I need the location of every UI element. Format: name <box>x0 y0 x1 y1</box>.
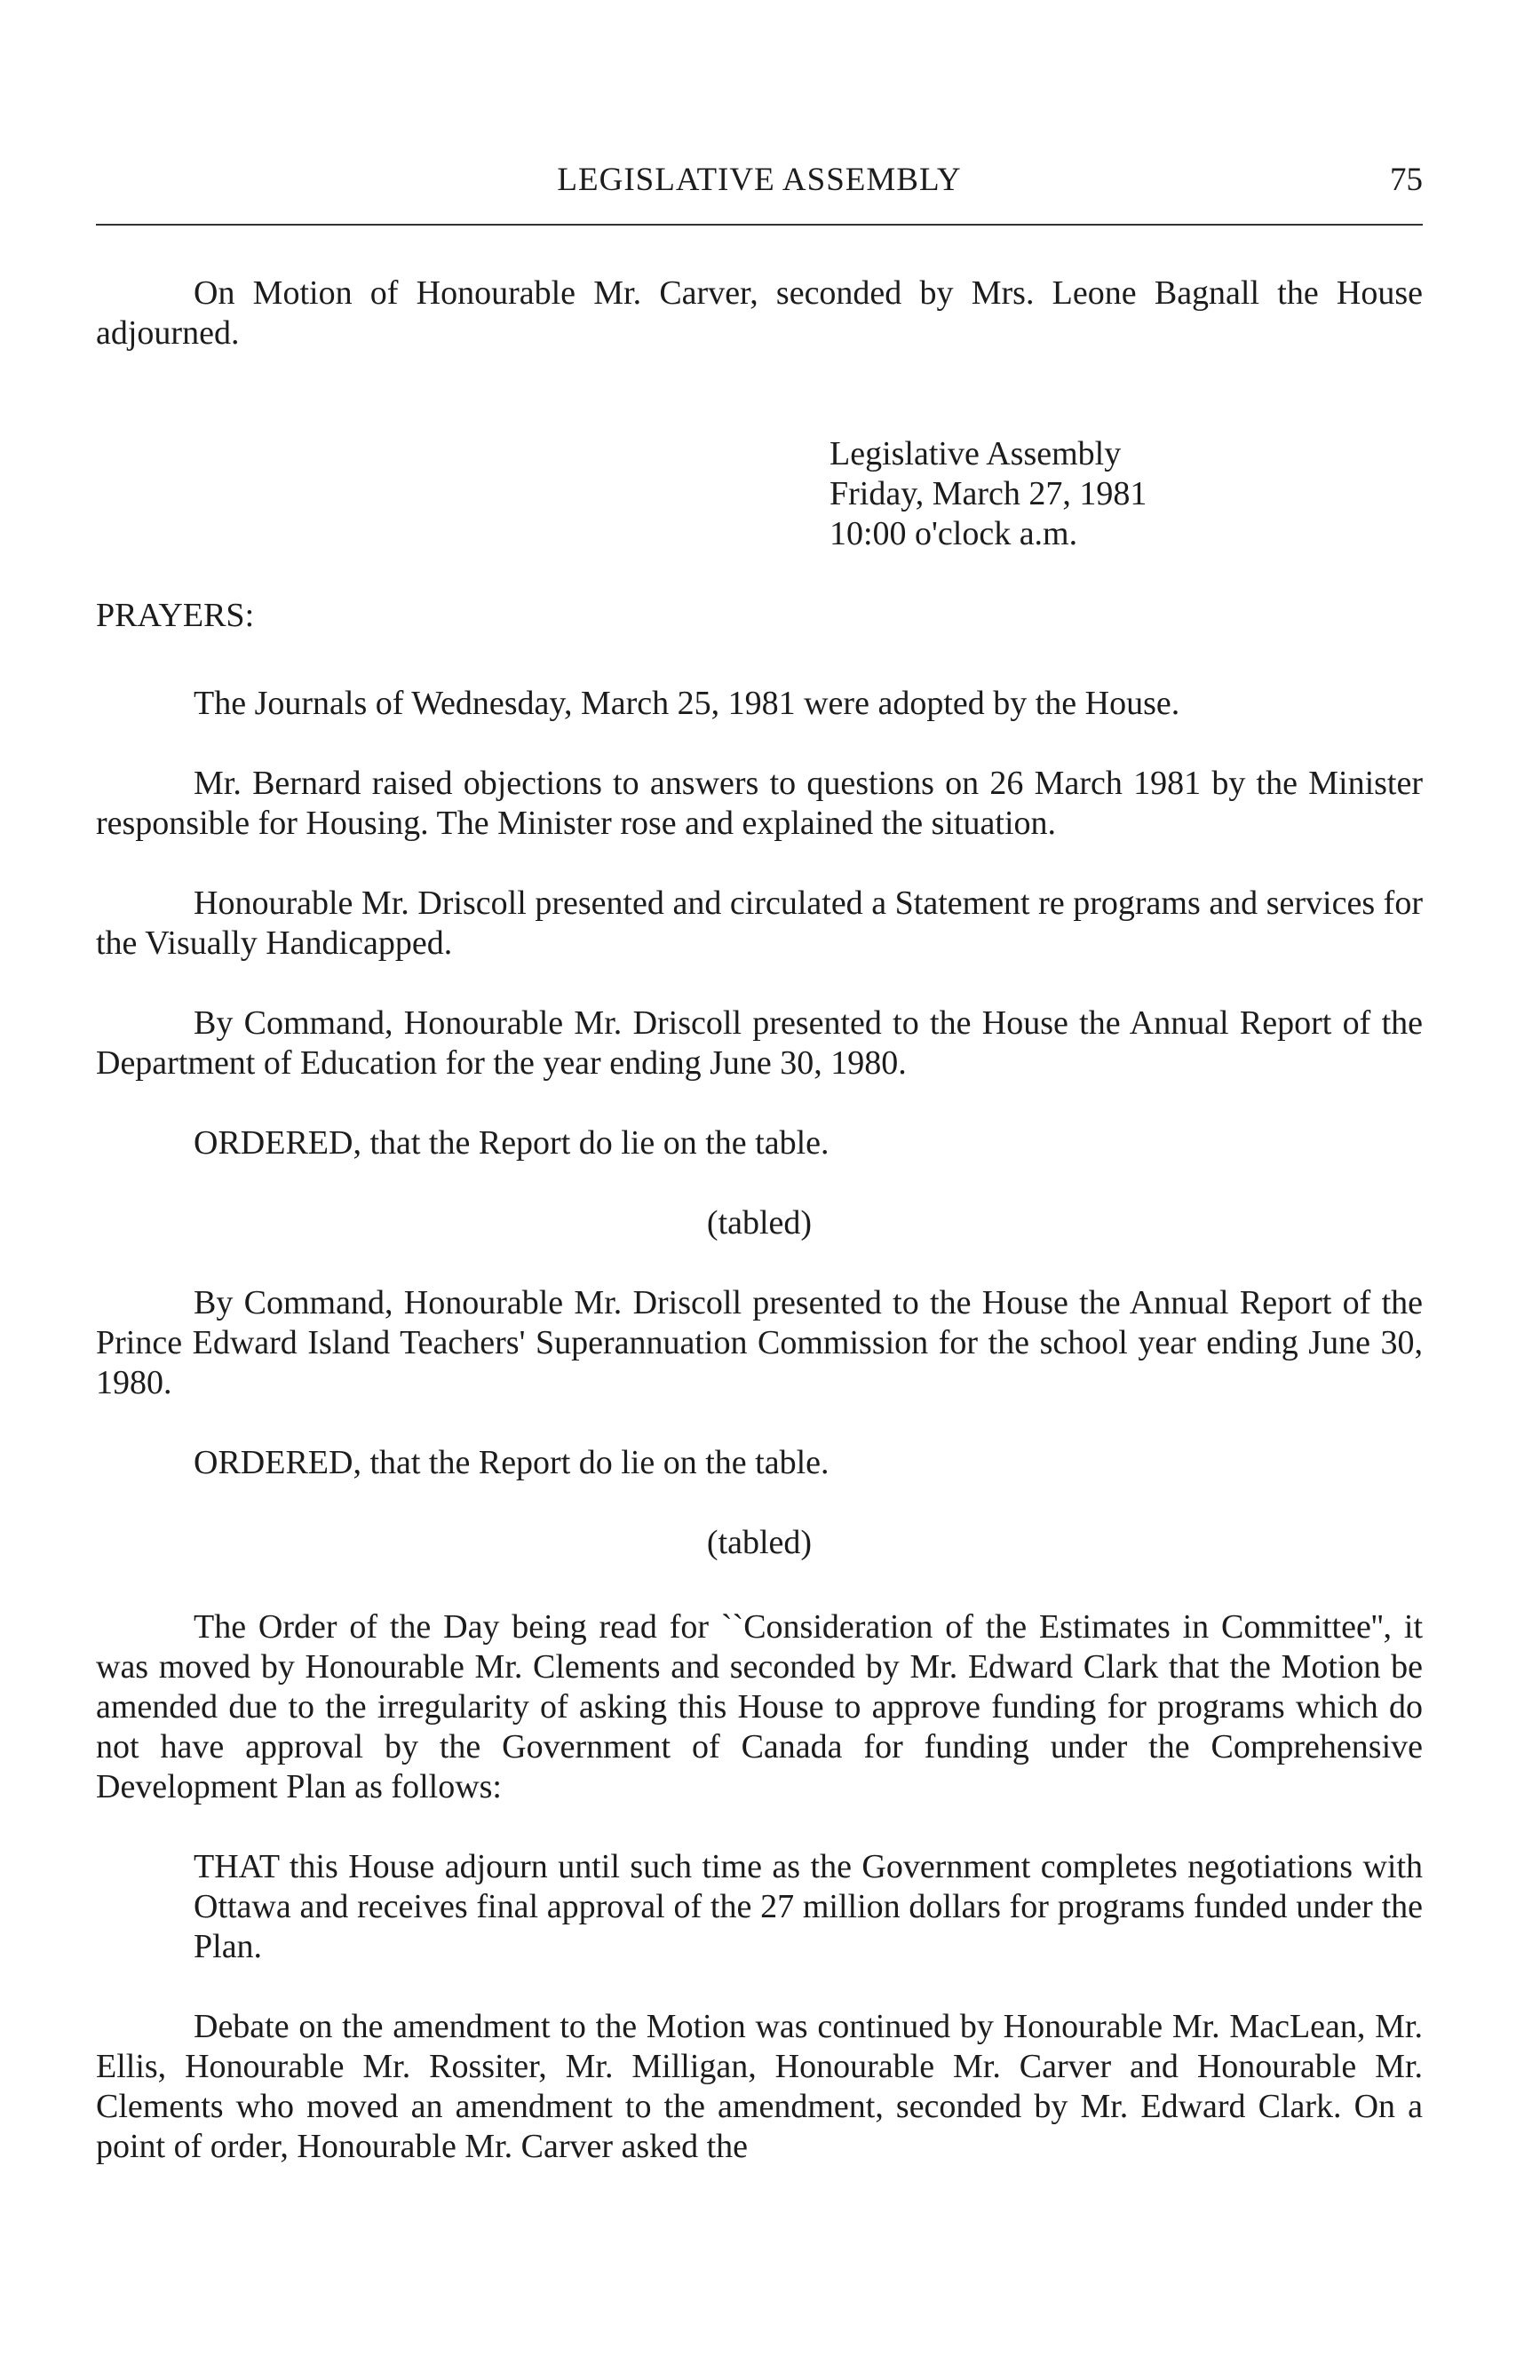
journal-page <box>96 0 1423 2380</box>
debate-paragraph: Debate on the amendment to the Motion was continued by Honourable Mr. MacLean, Mr. Ellis, Honourable Mr. Rossiter, Mr. Milligan, Honourable Mr. Carver and Honourable Mr. Clements who moved an amendment to the amendment, seconded by Mr. Edward Clark. On a point of order, Honourable Mr. Carver asked the <box>96 2008 1423 2165</box>
sitting-date: Friday, March 27, 1981 <box>830 475 1147 512</box>
prayers-label: PRAYERS: <box>96 597 255 634</box>
tabled-note-2: (tabled) <box>706 1524 813 1561</box>
adjournment-paragraph: On Motion of Honourable Mr. Carver, seconded by Mrs. Leone Bagnall the House adjourned. <box>96 274 1423 352</box>
header-rule <box>96 224 1423 226</box>
page-number: 75 <box>1390 162 1423 198</box>
amendment-quote: THAT this House adjourn until such time as the Government completes negotiations with Ottawa and receives final approval of the 27 million dollars for programs funded under the Plan. <box>194 1848 1423 1965</box>
page-header <box>96 158 1423 202</box>
education-report-paragraph: By Command, Honourable Mr. Driscoll presented to the House the Annual Report of the Department of Education for the year ending June 30, 1980. <box>96 1004 1423 1082</box>
tabled-note-1: (tabled) <box>706 1204 813 1242</box>
sitting-time: 10:00 o'clock a.m. <box>830 515 1078 552</box>
superannuation-report-paragraph: By Command, Honourable Mr. Driscoll presented to the House the Annual Report of the Prince Edward Island Teachers' Superannuation Commission for the school year ending June 30, 1980. <box>96 1284 1423 1401</box>
ordered-paragraph-2: ORDERED, that the Report do lie on the table. <box>194 1444 830 1481</box>
order-of-day-paragraph: The Order of the Day being read for ``Consideration of the Estimates in Committee'', it was moved by Honourable Mr. Clements and seconded by Mr. Edward Clark that the Motion be amended due to the irregularity of asking this House to approve funding for programs which do not have approval by the Government of Canada for funding under the Comprehensive Development Plan as follows: <box>96 1608 1423 1805</box>
journals-paragraph: The Journals of Wednesday, March 25, 1981 were adopted by the House. <box>194 685 1180 722</box>
ordered-paragraph-1: ORDERED, that the Report do lie on the table. <box>194 1124 830 1162</box>
sitting-place: Legislative Assembly <box>830 435 1122 472</box>
objections-paragraph: Mr. Bernard raised objections to answers to questions on 26 March 1981 by the Minister responsible for Housing. The Minister rose and explained the situation. <box>96 765 1423 842</box>
running-head: LEGISLATIVE ASSEMBLY <box>557 162 962 198</box>
sitting-info <box>830 434 1147 554</box>
statement-paragraph: Honourable Mr. Driscoll presented and circulated a Statement re programs and services for the Visually Handicapped. <box>96 885 1423 962</box>
